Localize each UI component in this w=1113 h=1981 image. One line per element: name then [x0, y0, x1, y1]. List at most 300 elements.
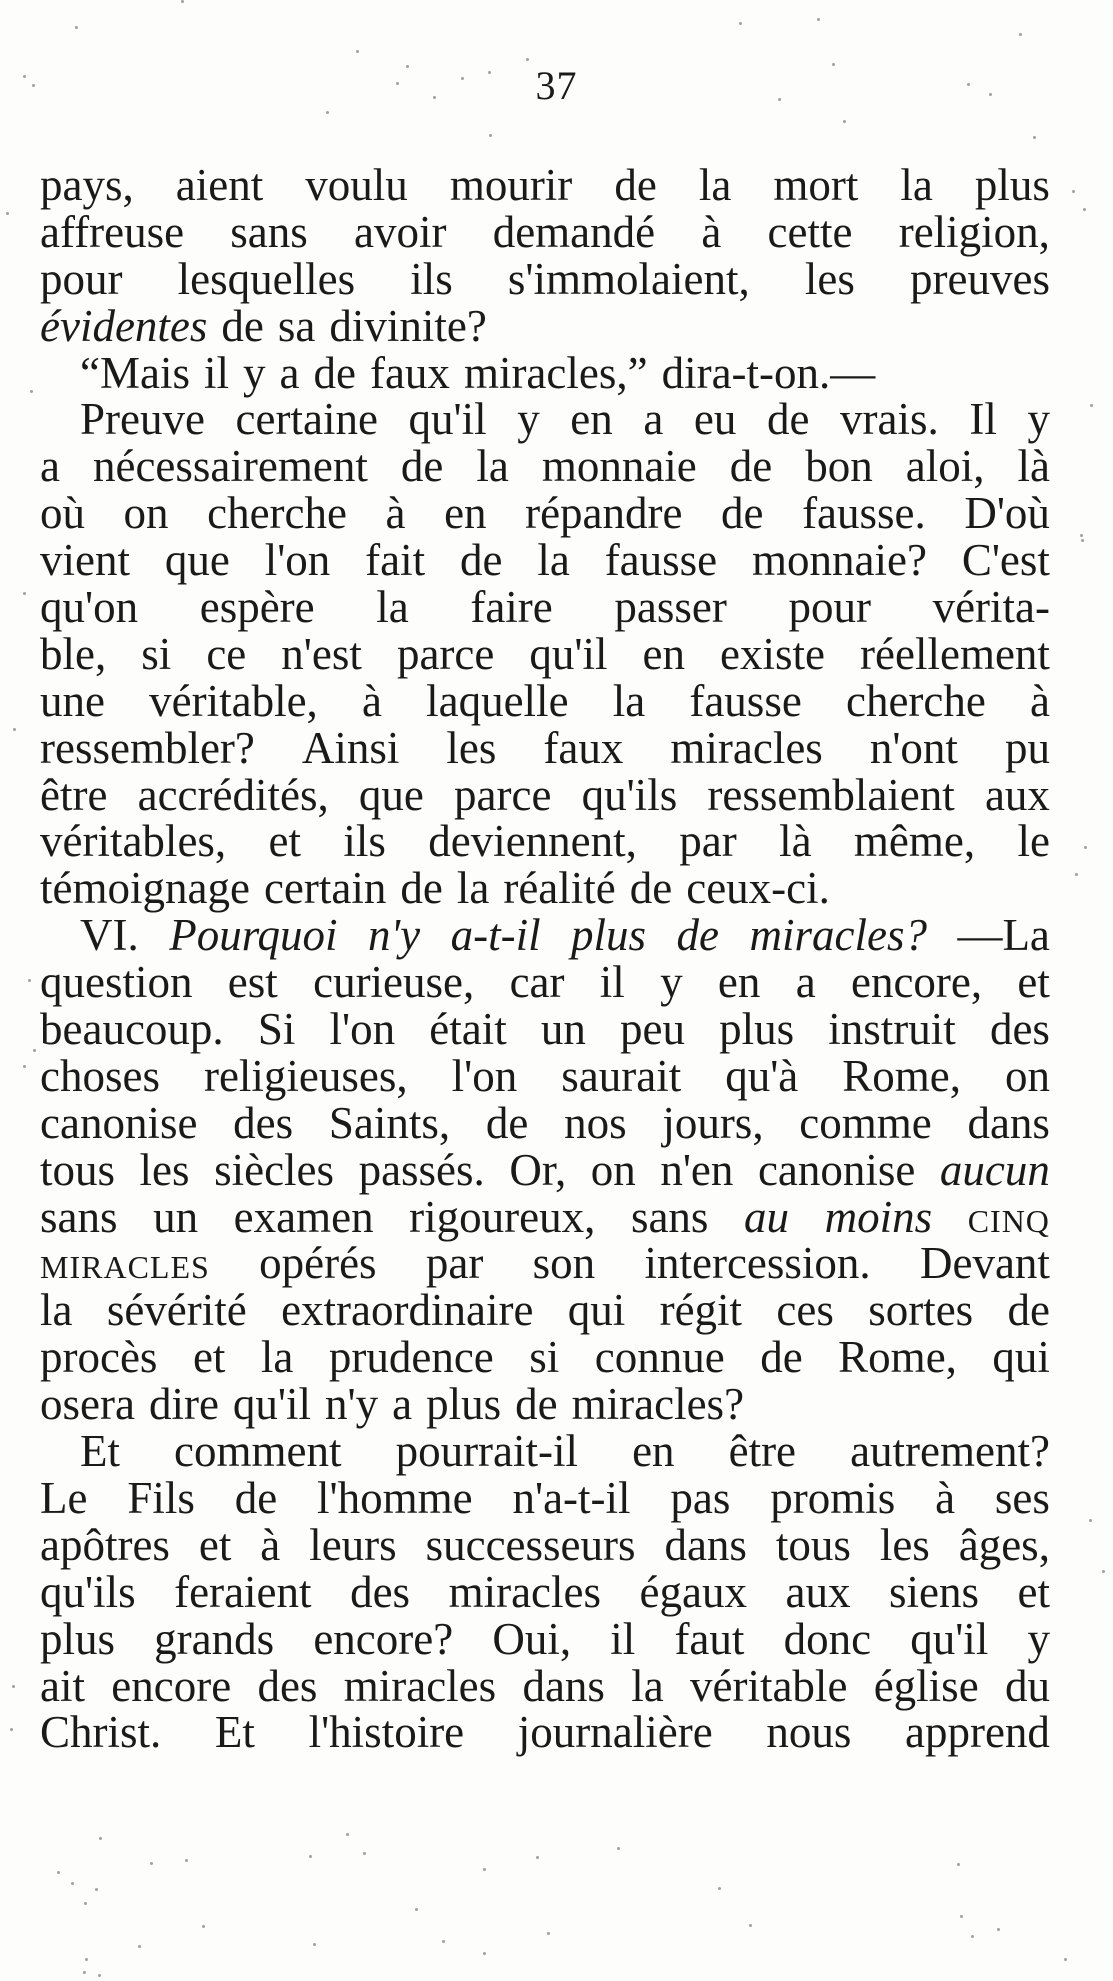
speck: [13, 728, 16, 731]
speck: [843, 120, 846, 123]
word: des: [257, 1660, 318, 1711]
word: examen: [233, 1191, 374, 1242]
word: en: [570, 394, 613, 445]
word: plus: [974, 160, 1050, 210]
speck: [832, 63, 835, 66]
word: régit: [659, 1285, 743, 1336]
word: qui: [992, 1332, 1050, 1383]
text-line: [40, 1050, 1050, 1101]
text-line: [40, 490, 1050, 537]
word: car: [509, 957, 565, 1008]
speck: [71, 1882, 74, 1885]
word: instruit: [828, 1004, 956, 1055]
speck: [23, 592, 26, 595]
word: divinite?: [329, 300, 487, 351]
speck: [739, 22, 742, 25]
word: qu'on: [40, 582, 139, 633]
word: de: [313, 347, 356, 398]
word: que: [164, 535, 230, 586]
word: église: [873, 1660, 979, 1711]
speck: [33, 1049, 36, 1052]
word: vient: [40, 535, 130, 586]
word: de: [760, 1332, 803, 1383]
word: Rome,: [838, 1332, 957, 1383]
word: il: [610, 1613, 636, 1664]
word: Devant: [919, 1238, 1050, 1289]
word: religieuses,: [203, 1050, 408, 1101]
word: grands: [154, 1613, 275, 1664]
word: l'histoire: [308, 1707, 465, 1758]
word: la: [900, 160, 933, 210]
speck: [309, 1855, 312, 1858]
word: successeurs: [425, 1519, 636, 1570]
word: des: [350, 1566, 411, 1617]
speck: [1081, 539, 1084, 542]
word: tous: [775, 1519, 851, 1570]
word: autrement?: [850, 1426, 1050, 1477]
speck: [1102, 1570, 1105, 1573]
speck: [547, 1932, 550, 1935]
speck: [989, 93, 992, 96]
word: moins: [824, 1191, 933, 1242]
word: y: [1027, 1613, 1050, 1664]
word: la: [456, 863, 490, 914]
speck: [30, 390, 33, 393]
word: a: [40, 441, 60, 492]
text-line: [40, 1428, 1050, 1475]
word: dans: [522, 1660, 605, 1711]
speck: [488, 71, 491, 74]
word: sans: [40, 1191, 118, 1242]
speck: [99, 1837, 102, 1840]
word: dans: [967, 1097, 1050, 1148]
word: comment: [174, 1426, 342, 1477]
word: extraordinaire: [281, 1285, 534, 1336]
word: véritable,: [149, 675, 318, 726]
speck: [967, 83, 970, 86]
word: Preuve: [80, 394, 205, 445]
word: aux: [984, 769, 1050, 820]
speck: [957, 1863, 960, 1866]
word: tous: [40, 1144, 116, 1195]
word: y: [243, 347, 266, 398]
word: les: [804, 253, 855, 304]
speck: [442, 1940, 445, 1943]
speck: [483, 1868, 486, 1871]
word: avoir: [354, 206, 447, 257]
word: l'on: [329, 1004, 396, 1055]
word: leurs: [309, 1519, 397, 1570]
word: jours,: [662, 1097, 764, 1148]
word: ble,: [40, 628, 107, 679]
speck: [1019, 33, 1022, 36]
word: en: [444, 488, 487, 539]
word: égaux: [639, 1566, 747, 1617]
word: même,: [853, 816, 976, 867]
text-line: [40, 1334, 1050, 1381]
word: miracles?: [571, 1379, 745, 1430]
word: fausse: [689, 675, 802, 726]
word: Christ.: [40, 1707, 162, 1758]
word: si: [141, 628, 172, 679]
word: peu: [620, 1004, 685, 1055]
word: véritable: [690, 1660, 848, 1711]
word: accrédités,: [137, 769, 329, 820]
speck: [1090, 404, 1093, 407]
speck: [23, 75, 26, 78]
word: qu'il: [232, 1379, 312, 1430]
word: cherche: [207, 488, 347, 539]
word: mourir: [449, 160, 573, 210]
word: nos: [564, 1097, 627, 1148]
word: Si: [257, 1004, 296, 1055]
text-line: [40, 628, 1050, 679]
speck: [6, 212, 9, 215]
speck: [181, 0, 184, 3]
word: un: [153, 1191, 199, 1242]
word: plus: [426, 1379, 502, 1430]
word: la: [631, 1660, 664, 1711]
word: la: [476, 441, 509, 492]
word: apôtres: [40, 1519, 170, 1570]
word: donc: [783, 1613, 872, 1664]
word: témoignage: [40, 863, 250, 914]
speck: [150, 1862, 153, 1865]
speck: [396, 82, 399, 85]
word: passer: [614, 582, 727, 633]
word: sa: [277, 300, 316, 351]
word: miracles: [448, 1566, 602, 1617]
word: Fils: [127, 1472, 195, 1523]
word: faut: [674, 1613, 745, 1664]
word: promis: [770, 1472, 896, 1523]
speck: [356, 50, 359, 53]
word: n'a-t-il: [512, 1472, 631, 1523]
word: par: [679, 816, 737, 867]
speck: [1080, 534, 1083, 537]
word: le: [1017, 816, 1050, 867]
speck: [1033, 136, 1036, 139]
word: monnaie?: [752, 535, 927, 586]
word: plus: [719, 1004, 795, 1055]
word: à: [701, 206, 722, 257]
speck: [138, 1945, 141, 1948]
word: être: [728, 1426, 797, 1477]
word: être: [40, 769, 108, 820]
word: de: [485, 1097, 529, 1148]
word: il: [203, 347, 229, 398]
word: ils: [410, 253, 453, 304]
word: sans: [630, 1191, 709, 1242]
word: si: [529, 1332, 560, 1383]
word: apprend: [905, 1707, 1050, 1758]
speck: [57, 1871, 60, 1874]
word: n'y: [368, 910, 421, 961]
word: par: [425, 1238, 484, 1289]
text-line: [40, 912, 1050, 959]
word: a: [279, 347, 300, 398]
word: on: [590, 1144, 636, 1195]
speck: [10, 1728, 13, 1731]
word: de: [721, 488, 764, 539]
word: cherche: [845, 675, 986, 726]
word: évidentes: [40, 300, 208, 351]
speck: [185, 1859, 188, 1862]
text-line: [40, 1097, 1050, 1148]
word: pays,: [40, 160, 134, 210]
word: fausse: [604, 535, 718, 586]
text-line: [40, 769, 1050, 820]
word: n'est: [281, 628, 362, 679]
text-line: [40, 1191, 1050, 1242]
word: véritables,: [40, 816, 227, 867]
word: question: [40, 957, 193, 1008]
speck: [202, 1925, 205, 1928]
text-line: [40, 347, 1050, 398]
word: plus: [40, 1613, 116, 1664]
word: encore?: [313, 1613, 454, 1664]
word: procès: [40, 1332, 158, 1383]
word: aloi,: [905, 441, 985, 492]
word: faire: [470, 582, 553, 633]
word: pu: [1004, 722, 1050, 773]
word: à: [935, 1472, 956, 1523]
word: a: [643, 394, 664, 445]
speck: [817, 18, 820, 21]
word: de: [400, 863, 443, 914]
word: ait: [40, 1660, 85, 1711]
word: aient: [175, 160, 264, 210]
text-line: [40, 537, 1050, 584]
word: dire: [148, 1379, 219, 1430]
word: on: [123, 488, 169, 539]
word: encore: [111, 1660, 232, 1711]
word: n'y: [325, 1379, 379, 1430]
word: miracles?: [749, 910, 927, 961]
word: siens: [889, 1566, 979, 1617]
speck: [1083, 208, 1086, 211]
word: là: [1017, 441, 1050, 492]
word: eu: [693, 394, 737, 445]
word: Et: [80, 1426, 120, 1477]
word: sans: [230, 206, 308, 257]
word: certain: [263, 863, 387, 914]
word: comme: [799, 1097, 932, 1148]
speck: [83, 1971, 86, 1974]
word: des: [989, 1004, 1050, 1055]
word: connue: [594, 1332, 725, 1383]
word: que: [358, 769, 424, 820]
word: faux: [543, 722, 624, 773]
word: en: [632, 1426, 675, 1477]
word: les: [446, 722, 497, 773]
word: a: [392, 1379, 413, 1430]
text-line: [40, 1381, 1050, 1428]
text-line: [40, 1006, 1050, 1053]
word: ils: [343, 816, 386, 867]
speck: [28, 979, 31, 982]
word: Ainsi: [301, 722, 400, 773]
word: là: [779, 816, 812, 867]
word: de: [729, 441, 773, 492]
word: parce: [396, 628, 495, 679]
word: de: [676, 910, 720, 961]
speck: [1072, 190, 1075, 193]
word: réalité: [503, 863, 616, 914]
word: où: [40, 488, 85, 539]
word: était: [429, 1004, 507, 1055]
word: miracles: [670, 722, 823, 773]
word: voulu: [305, 160, 408, 210]
word: nous: [766, 1707, 852, 1758]
word: Il: [969, 394, 997, 445]
text-line: [40, 1287, 1050, 1334]
speck: [95, 1888, 98, 1891]
word: la: [537, 535, 570, 586]
speck: [85, 1958, 88, 1961]
word: faux: [369, 347, 450, 398]
speck: [433, 96, 436, 99]
word: vrais.: [840, 394, 939, 445]
speck: [313, 1943, 316, 1946]
word: et: [198, 1519, 232, 1570]
word: à: [260, 1519, 281, 1570]
word: n'en: [660, 1144, 734, 1195]
word: mort: [773, 160, 859, 210]
word: au: [744, 1191, 790, 1242]
text-line: [40, 1240, 1050, 1287]
text-line: [40, 1519, 1050, 1570]
word: l'homme: [317, 1472, 473, 1523]
word: cette: [767, 206, 853, 257]
word: et: [1017, 957, 1050, 1008]
speck: [23, 1065, 26, 1068]
word: miracles: [343, 1660, 497, 1711]
word: rigoureux,: [409, 1191, 596, 1242]
word: du: [1004, 1660, 1050, 1711]
speck: [526, 58, 529, 61]
word: qu'il: [910, 1613, 989, 1664]
word: lesquelles: [177, 253, 356, 304]
speck: [346, 1833, 349, 1836]
word: C'est: [961, 535, 1050, 586]
word: on: [1005, 1050, 1050, 1101]
word: miracles: [40, 1238, 210, 1289]
word: de: [460, 535, 503, 586]
word: D'où: [964, 488, 1050, 539]
word: religion,: [898, 206, 1050, 257]
word: qui: [567, 1285, 626, 1336]
page-number: 37: [535, 63, 578, 108]
word: et: [192, 1332, 226, 1383]
word: la: [260, 1332, 294, 1383]
word: son: [532, 1238, 596, 1289]
word: de: [221, 300, 264, 351]
word: la: [376, 582, 409, 633]
text-line: [40, 1660, 1050, 1711]
word: pour: [40, 253, 123, 304]
word: fausse.: [802, 488, 926, 539]
speck: [98, 1974, 101, 1977]
text-line: [40, 443, 1050, 490]
word: l'on: [451, 1050, 518, 1101]
text-line: [40, 1566, 1050, 1617]
text-line: [40, 396, 1050, 443]
word: fait: [365, 535, 426, 586]
word: pourrait-il: [395, 1426, 579, 1477]
speck: [84, 1902, 87, 1905]
text-line: [40, 1613, 1050, 1664]
speck: [971, 1935, 974, 1938]
word: de: [629, 863, 673, 914]
speck: [617, 1847, 620, 1850]
word: miracles,”: [463, 347, 648, 398]
speck: [326, 111, 329, 114]
word: nécessairement: [92, 441, 368, 492]
speck: [536, 1856, 539, 1859]
word: Or,: [509, 1144, 567, 1195]
word: deviennent,: [428, 816, 637, 867]
word: qu'à: [725, 1050, 799, 1101]
word: sortes: [868, 1285, 974, 1336]
word: encore,: [850, 957, 983, 1008]
text-line: [40, 865, 1050, 912]
speck: [483, 1952, 486, 1955]
word: de: [766, 394, 810, 445]
word: qu'ils: [581, 769, 678, 820]
word: canonise: [757, 1144, 916, 1195]
text-line: [40, 206, 1050, 257]
word: ses: [994, 1472, 1050, 1523]
word: monnaie: [541, 441, 697, 492]
word: Rome,: [842, 1050, 962, 1101]
text-line: [40, 1472, 1050, 1523]
word: intercession.: [644, 1238, 871, 1289]
text-line: [40, 722, 1050, 773]
word: ce: [206, 628, 247, 679]
word: a: [795, 957, 816, 1008]
word: les: [879, 1519, 930, 1570]
word: les: [139, 1144, 190, 1195]
speck: [718, 1887, 721, 1890]
word: y: [517, 394, 540, 445]
word: parce: [454, 769, 552, 820]
word: canonise: [40, 1097, 198, 1148]
text-line: [40, 300, 1050, 351]
text-line: [40, 162, 1050, 209]
word: Saints,: [328, 1097, 451, 1148]
speck: [461, 77, 464, 80]
word: siècles: [214, 1144, 335, 1195]
speck: [1089, 1519, 1092, 1522]
word: beaucoup.: [40, 1004, 224, 1055]
word: en: [642, 628, 686, 679]
word: ressemblaient: [707, 769, 955, 820]
word: ces: [776, 1285, 834, 1336]
word: y: [660, 957, 683, 1008]
word: pour: [788, 582, 871, 633]
word: de: [400, 441, 444, 492]
word: existe: [720, 628, 826, 679]
word: affreuse: [40, 206, 185, 257]
word: qu'il: [408, 394, 487, 445]
text-line: [40, 584, 1050, 631]
word: qu'ils: [40, 1566, 136, 1617]
word: des: [233, 1097, 294, 1148]
speck: [749, 1924, 752, 1927]
word: à: [361, 675, 382, 726]
word: et: [268, 816, 302, 867]
